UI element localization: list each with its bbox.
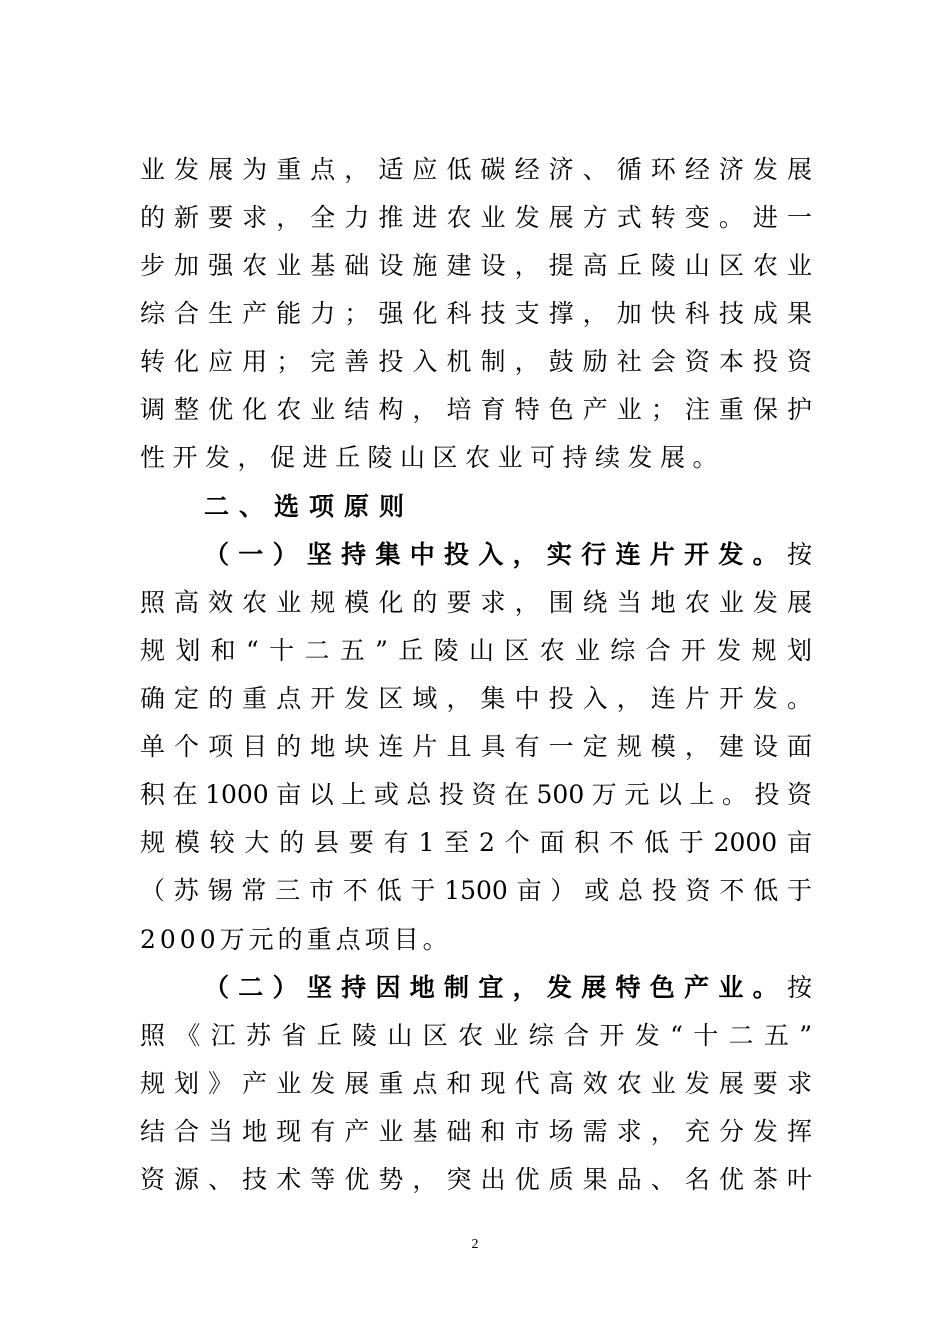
section-heading: 二、选项原则 [204,492,415,521]
body-line: 步加强农业基础设施建设，提高丘陵山区农业 [140,251,812,280]
page-number: 2 [471,1237,479,1252]
body-line: 的新要求，全力推进农业发展方式转变。进一 [140,203,812,232]
paragraph-heading-tail: 按 [786,540,812,569]
body-line: 资源、技术等优势，突出优质果品、名优茶叶 [140,1165,812,1194]
paragraph-heading-tail: 按 [786,973,812,1002]
body-line: 规划和“十二五”丘陵山区农业综合开发规划 [140,636,812,665]
paragraph-first-line [204,531,812,579]
body-line: 综合生产能力；强化科技支撑，加快科技成果 [140,299,812,328]
paragraph-first-line [204,964,812,1012]
body-line: 规模较大的县要有1至2个面积不低于2000亩 [140,828,812,857]
body-line: 性开发，促进丘陵山区农业可持续发展。 [140,443,726,472]
body-line: 业发展为重点，适应低碳经济、循环经济发展 [140,155,812,184]
body-line: 确定的重点开发区域，集中投入，连片开发。 [140,684,812,713]
paragraph-heading: （一）坚持集中投入，实行连片开发。 [204,540,787,569]
body-line: 单个项目的地块连片且具有一定规模，建设面 [140,732,812,761]
body-line: 2000万元的重点项目。 [140,925,452,954]
body-line: （苏锡常三市不低于1500亩）或总投资不低于 [140,876,812,905]
body-line: 积在1000亩以上或总投资在500万元以上。投资 [140,780,812,809]
paragraph-heading: （二）坚持因地制宜，发展特色产业。 [204,973,787,1002]
body-line: 照《江苏省丘陵山区农业综合开发“十二五” [140,1021,812,1050]
body-line: 规划》产业发展重点和现代高效农业发展要求 [140,1069,812,1098]
body-line: 结合当地现有产业基础和市场需求，充分发挥 [140,1117,812,1146]
body-line: 照高效农业规模化的要求，围绕当地农业发展 [140,588,812,617]
body-line: 调整优化农业结构，培育特色产业；注重保护 [140,395,812,424]
body-line: 转化应用；完善投入机制，鼓励社会资本投资 [140,347,812,376]
